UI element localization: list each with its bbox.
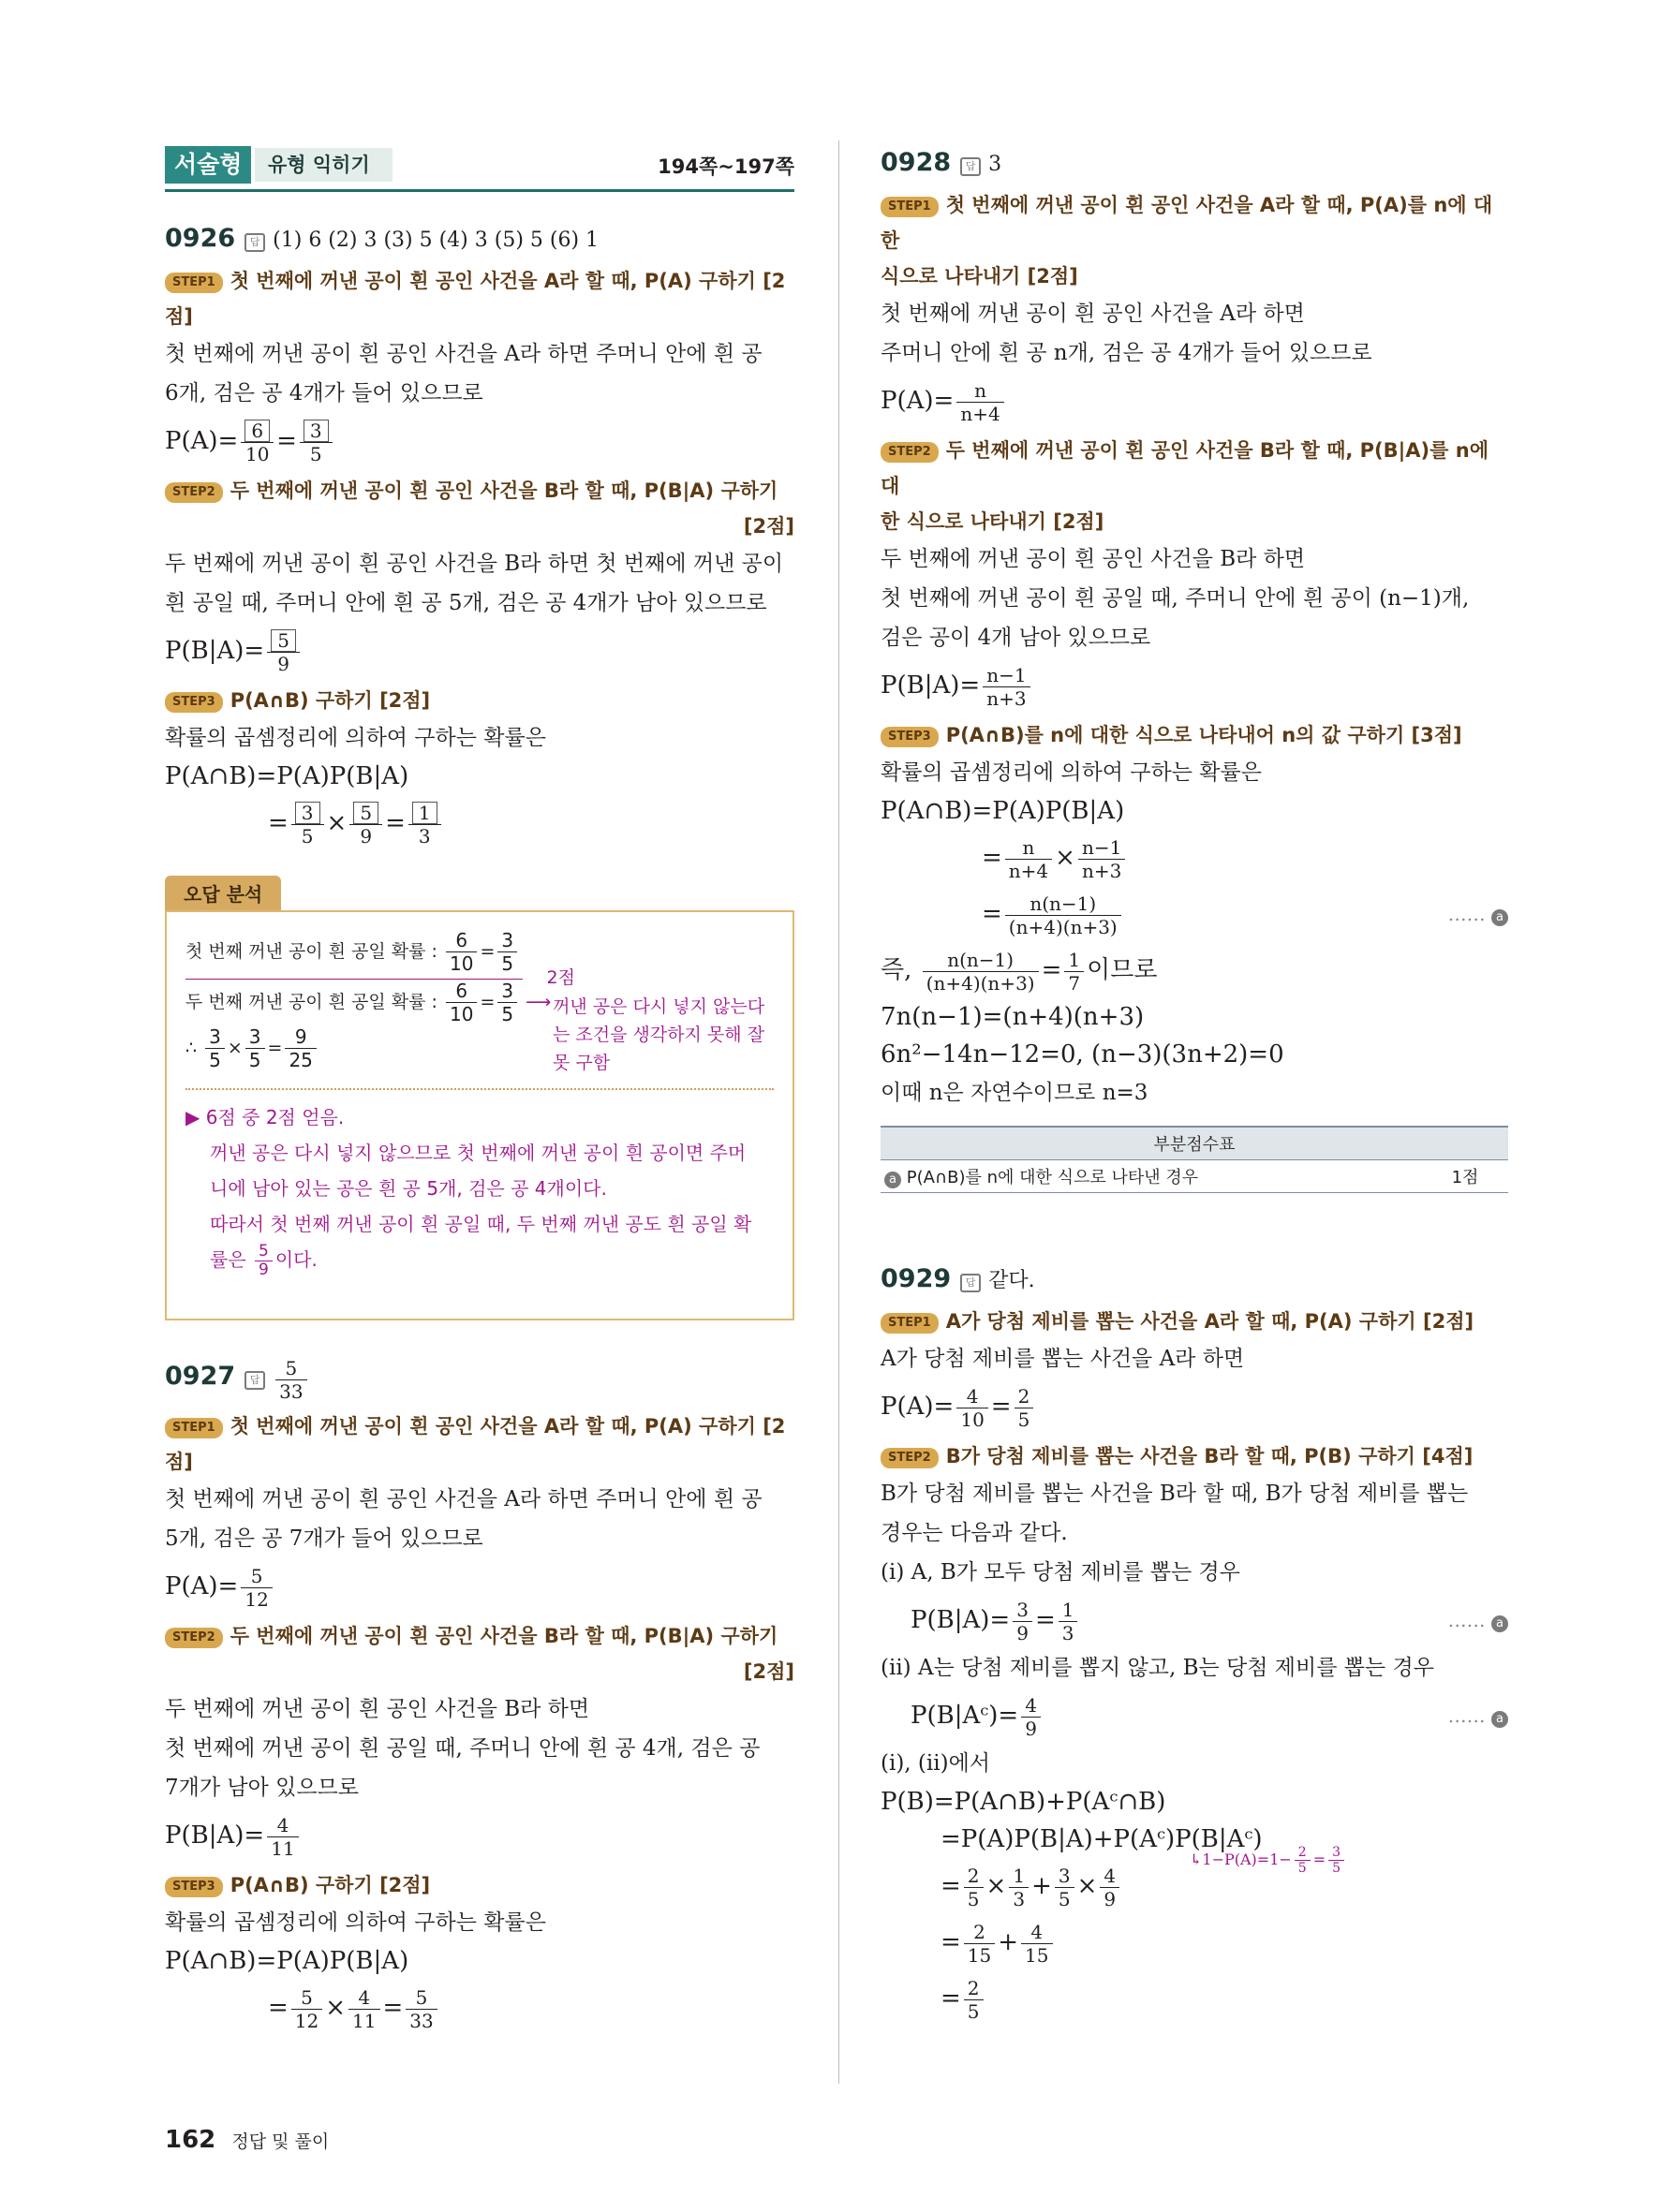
numerator: 4 — [348, 1986, 379, 2010]
step-title: 두 번째에 꺼낸 공이 흰 공인 사건을 B라 할 때, P(B|A) 구하기 — [230, 479, 778, 502]
step-points: [2점] — [743, 515, 794, 538]
denominator: 12 — [244, 1587, 269, 1611]
fraction — [349, 802, 382, 848]
equation — [165, 1558, 794, 1615]
equation: = $\frac{3}{5}$ × $\frac{5}{9}$ = $\frac{1}{3}$ — [165, 795, 794, 851]
equation — [881, 1821, 1508, 1876]
denominator: 5 — [1058, 1887, 1071, 1910]
problem-number: 0928 — [881, 148, 952, 177]
denominator: 11 — [352, 2009, 377, 2032]
step-title-cont: 한 식으로 나타내기 [2점] — [881, 510, 1104, 533]
equation — [165, 1807, 794, 1864]
numerator: 2 — [1295, 1845, 1311, 1861]
equation-lhs: P(A)= — [881, 387, 955, 415]
problem-number: 0929 — [881, 1264, 952, 1293]
equation-text: 즉, — [881, 956, 912, 984]
equation: P(A∩B)=P(A)P(B|A) — [165, 762, 409, 790]
denominator: 5 — [967, 1999, 980, 2023]
equation: P(B|A)= $\frac{3}{9}$ = $\frac{1}{3}$ …… a — [881, 1592, 1508, 1648]
denominator: 3 — [1061, 1621, 1074, 1644]
numerator: 3 — [205, 1025, 225, 1049]
numerator: n−1 — [983, 664, 1029, 687]
denominator: 7 — [1068, 971, 1081, 995]
section-tag: 서술형 — [165, 146, 251, 184]
numerator: 4 — [1021, 1694, 1041, 1718]
blank-box: 3 — [295, 802, 320, 824]
denominator: 3 — [1013, 1887, 1026, 1910]
equation — [881, 373, 1508, 429]
step-title: P(A∩B) 구하기 [2점] — [230, 1874, 431, 1896]
dots: …… — [1447, 1704, 1486, 1727]
step-badge: STEP1 — [165, 1418, 223, 1438]
arrow-icon: ⟶ — [526, 992, 552, 1012]
text-line: 두 번째에 꺼낸 공이 흰 공인 사건을 B라 하면 — [881, 547, 1306, 571]
error-analysis-box — [165, 910, 794, 1320]
denominator: 5 — [1297, 1861, 1307, 1876]
step-title: 두 번째에 꺼낸 공이 흰 공인 사건을 B라 할 때, P(B|A)를 n에 대 — [881, 439, 1489, 497]
denominator: 10 — [449, 952, 474, 975]
text-line: A가 당첨 제비를 뽑는 사건을 A라 하면 — [881, 1347, 1245, 1371]
fraction — [1005, 836, 1052, 882]
feedback-line: ▶ 6점 중 2점 얻음. — [185, 1106, 345, 1128]
step-title: P(A∩B)를 n에 대한 식으로 나타내어 n의 값 구하기 [3점] — [945, 724, 1462, 746]
fraction — [446, 980, 477, 1025]
handwritten-text: 첫 번째 꺼낸 공이 흰 공일 확률 : — [185, 941, 437, 962]
fraction — [1328, 1845, 1344, 1876]
denominator: 3 — [418, 824, 431, 848]
numerator: 3 — [1328, 1845, 1344, 1861]
step-badge: STEP2 — [881, 442, 939, 463]
equation-lhs: P(A)= — [165, 1572, 239, 1600]
fraction — [1013, 1599, 1032, 1644]
problem-number: 0926 — [165, 224, 236, 253]
fraction — [983, 664, 1029, 710]
numerator: 1 — [1059, 1599, 1078, 1622]
step-badge: STEP2 — [881, 1448, 939, 1468]
equation-lhs: P(B|A)= — [911, 1606, 1011, 1634]
step-title: 두 번째에 꺼낸 공이 흰 공인 사건을 B라 할 때, P(B|A) 구하기 — [230, 1625, 778, 1647]
fraction — [956, 379, 1003, 425]
fraction — [1078, 836, 1125, 882]
text-line: 첫 번째에 꺼낸 공이 흰 공인 사건을 A라 하면 — [881, 302, 1305, 326]
error-analysis — [165, 851, 794, 1320]
equation-lhs: P(A)= — [881, 1393, 955, 1421]
step-badge: STEP1 — [881, 197, 939, 217]
answer-text: (1) 6 (2) 3 (3) 5 (4) 3 (5) 5 (6) 1 — [273, 229, 600, 252]
section-header — [165, 142, 794, 192]
dots: …… — [1447, 903, 1486, 925]
denominator: n+3 — [1081, 859, 1122, 882]
numerator: 1 — [1064, 949, 1084, 972]
fraction — [205, 1025, 225, 1071]
table-cell: 1점 — [1419, 1160, 1508, 1193]
feedback-text: 이다. — [274, 1248, 318, 1271]
denominator: 5 — [501, 1003, 514, 1025]
fraction — [285, 1025, 316, 1071]
denominator: 9 — [1104, 1887, 1117, 1910]
step-title: 첫 번째에 꺼낸 공이 흰 공인 사건을 A라 할 때, P(A) 구하기 [2점] — [165, 270, 786, 328]
problem-0928 — [881, 142, 1508, 1193]
table-header: 부분점수표 — [881, 1127, 1508, 1160]
fraction — [1295, 1845, 1311, 1876]
denominator: 33 — [409, 2009, 434, 2032]
fraction — [267, 1814, 298, 1860]
denominator: 5 — [209, 1049, 221, 1071]
numerator: 6 — [446, 980, 477, 1003]
numerator: 3 — [497, 929, 517, 952]
numerator: 2 — [1015, 1385, 1034, 1408]
step-title: 첫 번째에 꺼낸 공이 흰 공인 사건을 A라 할 때, P(A) 구하기 [2점] — [165, 1415, 786, 1473]
text-line: 흰 공일 때, 주머니 안에 흰 공 5개, 검은 공 4개가 남아 있으므로 — [165, 591, 767, 615]
numerator: 4 — [267, 1814, 298, 1837]
denominator: 9 — [259, 1261, 269, 1279]
text-line: 확률의 곱셈정리에 의하여 구하는 확률은 — [165, 1910, 546, 1935]
equation: P(A)= $\frac{6}{10}$ = $\frac{3}{5}$ — [165, 413, 794, 469]
step-badge: STEP3 — [165, 1877, 223, 1897]
note-text: 1−P(A)=1− — [1202, 1851, 1292, 1868]
problem-0929 — [881, 1259, 1508, 2027]
answer-text: 3 — [988, 153, 1002, 176]
blank-box: 1 — [412, 802, 437, 824]
denominator: 5 — [967, 1887, 980, 1910]
left-column — [165, 142, 794, 2036]
numerator: n−1 — [1078, 836, 1125, 860]
fraction — [1015, 1385, 1034, 1431]
denominator: 10 — [449, 1003, 474, 1025]
fraction — [1059, 1599, 1078, 1644]
marker-a-icon: a — [1491, 909, 1508, 926]
dotted-divider — [185, 1088, 774, 1090]
equation: = $\frac{2}{5}$ × $\frac{1}{3}$ + $\frac{3}{5}$ × $\frac{4}{9}$ — [881, 1858, 1508, 1914]
score-note: 2점 — [546, 967, 575, 988]
numerator: 2 — [964, 1921, 995, 1944]
fraction — [406, 1986, 437, 2032]
numerator: 5 — [291, 1986, 322, 2010]
fraction — [1100, 1865, 1119, 1910]
step-title: P(A∩B) 구하기 [2점] — [230, 689, 431, 712]
fraction — [1021, 1694, 1041, 1740]
answer-fraction — [275, 1357, 306, 1403]
numerator: 5 — [241, 1565, 272, 1588]
page-footer — [165, 2126, 329, 2154]
error-note: 꺼낸 공은 다시 넣지 않는다는 조건을 생각하지 못해 잘못 구함 — [553, 996, 765, 1073]
problem-0926 — [165, 218, 794, 851]
equation: = $\frac{5}{12}$ × $\frac{4}{11}$ = $\frac{5}{33}$ — [165, 1980, 794, 2036]
equation: P(A)= $\frac{4}{10}$ = $\frac{2}{5}$ — [881, 1379, 1508, 1435]
blank-box: 6 — [244, 420, 270, 442]
equation-text: =P(A)P(B|A)+P(Aᶜ)P(B|Aᶜ) — [941, 1825, 1263, 1853]
fraction — [497, 929, 517, 975]
text-line: 확률의 곱셈정리에 의하여 구하는 확률은 — [165, 726, 546, 750]
table-cell-text: P(A∩B)를 n에 대한 식으로 나타낸 경우 — [906, 1168, 1199, 1187]
equation: P(A∩B)=P(A)P(B|A) — [165, 1947, 409, 1975]
text-line: 6개, 검은 공 4개가 들어 있으므로 — [165, 381, 483, 406]
denominator: n+3 — [986, 686, 1027, 710]
numerator: 2 — [964, 1977, 984, 2000]
handwritten-line: 두 번째 꺼낸 공이 흰 공일 확률 : $\frac{6}{10}$ = $\frac{3}{5}$ ⟶ — [185, 980, 552, 1025]
numerator: 4 — [956, 1385, 987, 1408]
fraction — [1064, 949, 1084, 995]
feedback-line: 꺼낸 공은 다시 넣지 않으므로 첫 번째에 꺼낸 공이 흰 공이면 주머 — [210, 1142, 747, 1164]
blank-box: 3 — [304, 420, 329, 442]
problem-number: 0927 — [165, 1362, 236, 1391]
text-line: 이때 n은 자연수이므로 n=3 — [881, 1081, 1148, 1105]
text-line: 두 번째에 꺼낸 공이 흰 공인 사건을 B라 하면 — [165, 1697, 590, 1721]
denominator: 10 — [960, 1408, 985, 1431]
marker-ref — [1448, 886, 1508, 942]
equation: 7n(n−1)=(n+4)(n+3) — [881, 1003, 1145, 1031]
step-title: 첫 번째에 꺼낸 공이 흰 공인 사건을 A라 할 때, P(A)를 n에 대한 — [881, 194, 1493, 252]
fraction — [964, 1977, 984, 2023]
fraction — [1009, 1865, 1029, 1910]
equation-lhs: P(B|Aᶜ)= — [911, 1702, 1019, 1730]
page-range: 194쪽~197쪽 — [658, 155, 794, 178]
numerator: 3 — [1055, 1865, 1074, 1888]
denominator: 33 — [279, 1380, 304, 1403]
fraction — [964, 1921, 995, 1967]
partial-score-table — [881, 1126, 1508, 1193]
section-subtitle: 유형 익히기 — [255, 148, 393, 182]
denominator: 12 — [294, 2009, 319, 2032]
numerator: 1 — [1009, 1865, 1029, 1888]
step-points: [2점] — [743, 1660, 794, 1683]
numerator: 3 — [1013, 1599, 1032, 1622]
equation: = $\frac{2}{15}$ + $\frac{4}{15}$ — [881, 1914, 1508, 1970]
numerator: 3 — [245, 1025, 265, 1049]
numerator: 6 — [446, 929, 477, 952]
fraction — [1005, 892, 1121, 938]
text-line: B가 당첨 제비를 뽑는 사건을 B라 할 때, B가 당첨 제비를 뽑는 — [881, 1482, 1469, 1506]
numerator: 5 — [255, 1243, 273, 1261]
denominator: 15 — [967, 1943, 992, 1967]
fraction — [291, 1986, 322, 2032]
handwritten-line: 첫 번째 꺼낸 공이 흰 공일 확률 : $\frac{6}{10}$ = $\frac{3}{5}$ — [185, 929, 774, 975]
denominator: n+4 — [1008, 859, 1049, 882]
case-line: (i) A, B가 모두 당첨 제비를 뽑는 경우 — [881, 1560, 1240, 1585]
denominator: 25 — [289, 1049, 313, 1071]
case-line: (i), (ii)에서 — [881, 1751, 991, 1776]
equation-lhs: P(A)= — [165, 427, 239, 455]
step-title: B가 당첨 제비를 뽑는 사건을 B라 할 때, P(B) 구하기 [4점] — [945, 1445, 1474, 1467]
numerator: 4 — [1021, 1921, 1052, 1944]
equation — [165, 623, 794, 679]
fraction — [956, 1385, 987, 1431]
denominator: n+4 — [960, 402, 1000, 425]
page-number: 162 — [165, 2126, 216, 2154]
fraction — [300, 420, 333, 465]
denominator: 9 — [360, 824, 373, 848]
numerator: n(n−1) — [1005, 892, 1121, 916]
text-line: 검은 공이 4개 남아 있으므로 — [881, 626, 1151, 650]
marker-ref — [1448, 1688, 1508, 1744]
numerator: 5 — [275, 1357, 306, 1380]
equation — [881, 1688, 1508, 1744]
numerator: 2 — [964, 1865, 984, 1888]
step-title: A가 당첨 제비를 뽑는 사건을 A라 할 때, P(A) 구하기 [2점] — [945, 1310, 1474, 1333]
equation: = $\frac{n}{n+4}$ × $\frac{n-1}{n+3}$ — [881, 830, 1508, 886]
marker-ref — [1448, 1592, 1508, 1648]
denominator: 5 — [1017, 1408, 1030, 1431]
text-line: 두 번째에 꺼낸 공이 흰 공인 사건을 B라 하면 첫 번째에 꺼낸 공이 — [165, 552, 784, 576]
denominator: 10 — [244, 442, 270, 465]
fraction — [241, 1565, 272, 1611]
text-line: 5개, 검은 공 7개가 들어 있으므로 — [165, 1526, 483, 1551]
denominator: 9 — [1016, 1621, 1029, 1644]
fraction — [245, 1025, 265, 1071]
problem-0927 — [165, 1349, 794, 2036]
answer-icon: 답 — [244, 1371, 265, 1390]
handwritten-line: ∴ $\frac{3}{5}$ × $\frac{3}{5}$ = $\frac{9}{25}$ — [185, 1025, 774, 1071]
denominator: (n+4)(n+3) — [926, 971, 1035, 995]
marker-a-icon: a — [884, 1172, 901, 1188]
fraction — [446, 929, 477, 975]
step-badge: STEP2 — [165, 1628, 223, 1648]
fraction — [348, 1986, 379, 2032]
numerator: 4 — [1100, 1865, 1119, 1888]
equation-lhs: P(B|A)= — [165, 1821, 265, 1850]
step-badge: STEP1 — [881, 1313, 939, 1334]
table-cell — [881, 1160, 1419, 1193]
equation-lhs: P(B|A)= — [165, 637, 265, 665]
feedback-line — [185, 1242, 774, 1279]
text-line: 첫 번째에 꺼낸 공이 흰 공일 때, 주머니 안에 흰 공 4개, 검은 공 — [165, 1736, 761, 1761]
table-row — [881, 1160, 1508, 1193]
denominator: (n+4)(n+3) — [1008, 915, 1118, 938]
fraction — [964, 1865, 984, 1910]
text-line: 첫 번째에 꺼낸 공이 흰 공인 사건을 A라 하면 주머니 안에 흰 공 — [165, 342, 763, 366]
fraction — [241, 420, 274, 465]
equation: P(A∩B)=P(A)P(B|A) — [881, 797, 1125, 825]
handwritten-text: 두 번째 꺼낸 공이 흰 공일 확률 : — [185, 992, 437, 1012]
denominator: 15 — [1025, 1943, 1049, 1967]
numerator: n — [956, 379, 1003, 403]
equation: 6n²−14n−12=0, (n−3)(3n+2)=0 — [881, 1040, 1284, 1069]
equation-lhs: P(B|A)= — [881, 671, 981, 700]
step-title-cont: 식으로 나타내기 [2점] — [881, 265, 1078, 288]
complement-note: ↳1−P(A)=1− $\frac{2}{5}$ = $\frac{3}{5}$ — [1190, 1845, 1347, 1876]
denominator: 5 — [301, 824, 314, 848]
fraction — [267, 629, 300, 675]
fraction — [408, 802, 441, 848]
text-line: 경우는 다음과 같다. — [881, 1521, 1068, 1545]
answer-icon: 답 — [960, 157, 981, 176]
answer-icon: 답 — [244, 233, 265, 252]
denominator: 9 — [1025, 1717, 1037, 1740]
fraction — [1055, 1865, 1074, 1910]
numerator: n(n−1) — [923, 949, 1039, 972]
answer-icon: 답 — [960, 1274, 981, 1292]
denominator: 5 — [501, 952, 514, 975]
equation-text: 이므로 — [1087, 956, 1158, 984]
denominator: 5 — [248, 1049, 261, 1071]
text-line: 첫 번째에 꺼낸 공이 흰 공일 때, 주머니 안에 흰 공이 (n−1)개, — [881, 586, 1470, 611]
equation — [881, 657, 1508, 714]
fraction — [255, 1243, 273, 1279]
fraction — [291, 802, 324, 848]
answer-text: 같다. — [988, 1269, 1035, 1292]
marker-a-icon: a — [1491, 1711, 1508, 1728]
step-badge: STEP2 — [165, 482, 223, 503]
denominator: 5 — [309, 442, 322, 465]
feedback-line: 니에 남아 있는 공은 흰 공 5개, 검은 공 4개이다. — [210, 1177, 607, 1200]
denominator: 9 — [277, 652, 289, 675]
numerator: 9 — [285, 1025, 316, 1049]
feedback-line: 따라서 첫 번째 꺼낸 공이 흰 공일 때, 두 번째 꺼낸 공도 흰 공일 확 — [210, 1213, 752, 1235]
numerator: n — [1005, 836, 1052, 860]
denominator: 11 — [271, 1836, 295, 1860]
step-badge: STEP3 — [881, 727, 939, 747]
column-divider — [838, 140, 839, 2084]
error-analysis-tab: 오답 분석 — [165, 876, 281, 910]
blank-box: 5 — [271, 629, 296, 652]
step-badge: STEP1 — [165, 273, 223, 293]
case-line: (ii) A는 당첨 제비를 뽑지 않고, B는 당첨 제비를 뽑는 경우 — [881, 1656, 1434, 1680]
equation: = $\frac{2}{5}$ — [881, 1970, 1508, 2027]
equation: P(B)=P(A∩B)+P(Aᶜ∩B) — [881, 1788, 1166, 1816]
marker-a-icon: a — [1491, 1615, 1508, 1632]
blank-box: 5 — [353, 802, 378, 824]
text-line: 첫 번째에 꺼낸 공이 흰 공인 사건을 A라 하면 주머니 안에 흰 공 — [165, 1487, 763, 1512]
denominator: 5 — [1332, 1861, 1341, 1876]
fraction — [923, 949, 1039, 995]
fraction — [497, 980, 517, 1025]
right-column — [881, 142, 1508, 2027]
fraction — [1021, 1921, 1052, 1967]
text-line: 확률의 곱셈정리에 의하여 구하는 확률은 — [881, 760, 1262, 785]
text-line: 주머니 안에 흰 공 n개, 검은 공 4개가 들어 있으므로 — [881, 341, 1372, 365]
equation: = $\frac{n(n-1)}{(n+4)(n+3)}$ …… a — [881, 886, 1508, 942]
numerator: 5 — [406, 1986, 437, 2010]
equation: 즉, $\frac{n(n-1)}{(n+4)(n+3)}$ = $\frac{1}{7}$ 이므로 — [881, 948, 1158, 995]
step-badge: STEP3 — [165, 692, 223, 713]
dots: …… — [1447, 1609, 1486, 1631]
feedback-text: 률은 — [210, 1248, 246, 1271]
therefore-symbol: ∴ — [185, 1038, 198, 1058]
numerator: 3 — [497, 980, 517, 1003]
text-line: 7개가 남아 있으므로 — [165, 1776, 359, 1800]
footer-title: 정답 및 풀이 — [231, 2131, 330, 2152]
